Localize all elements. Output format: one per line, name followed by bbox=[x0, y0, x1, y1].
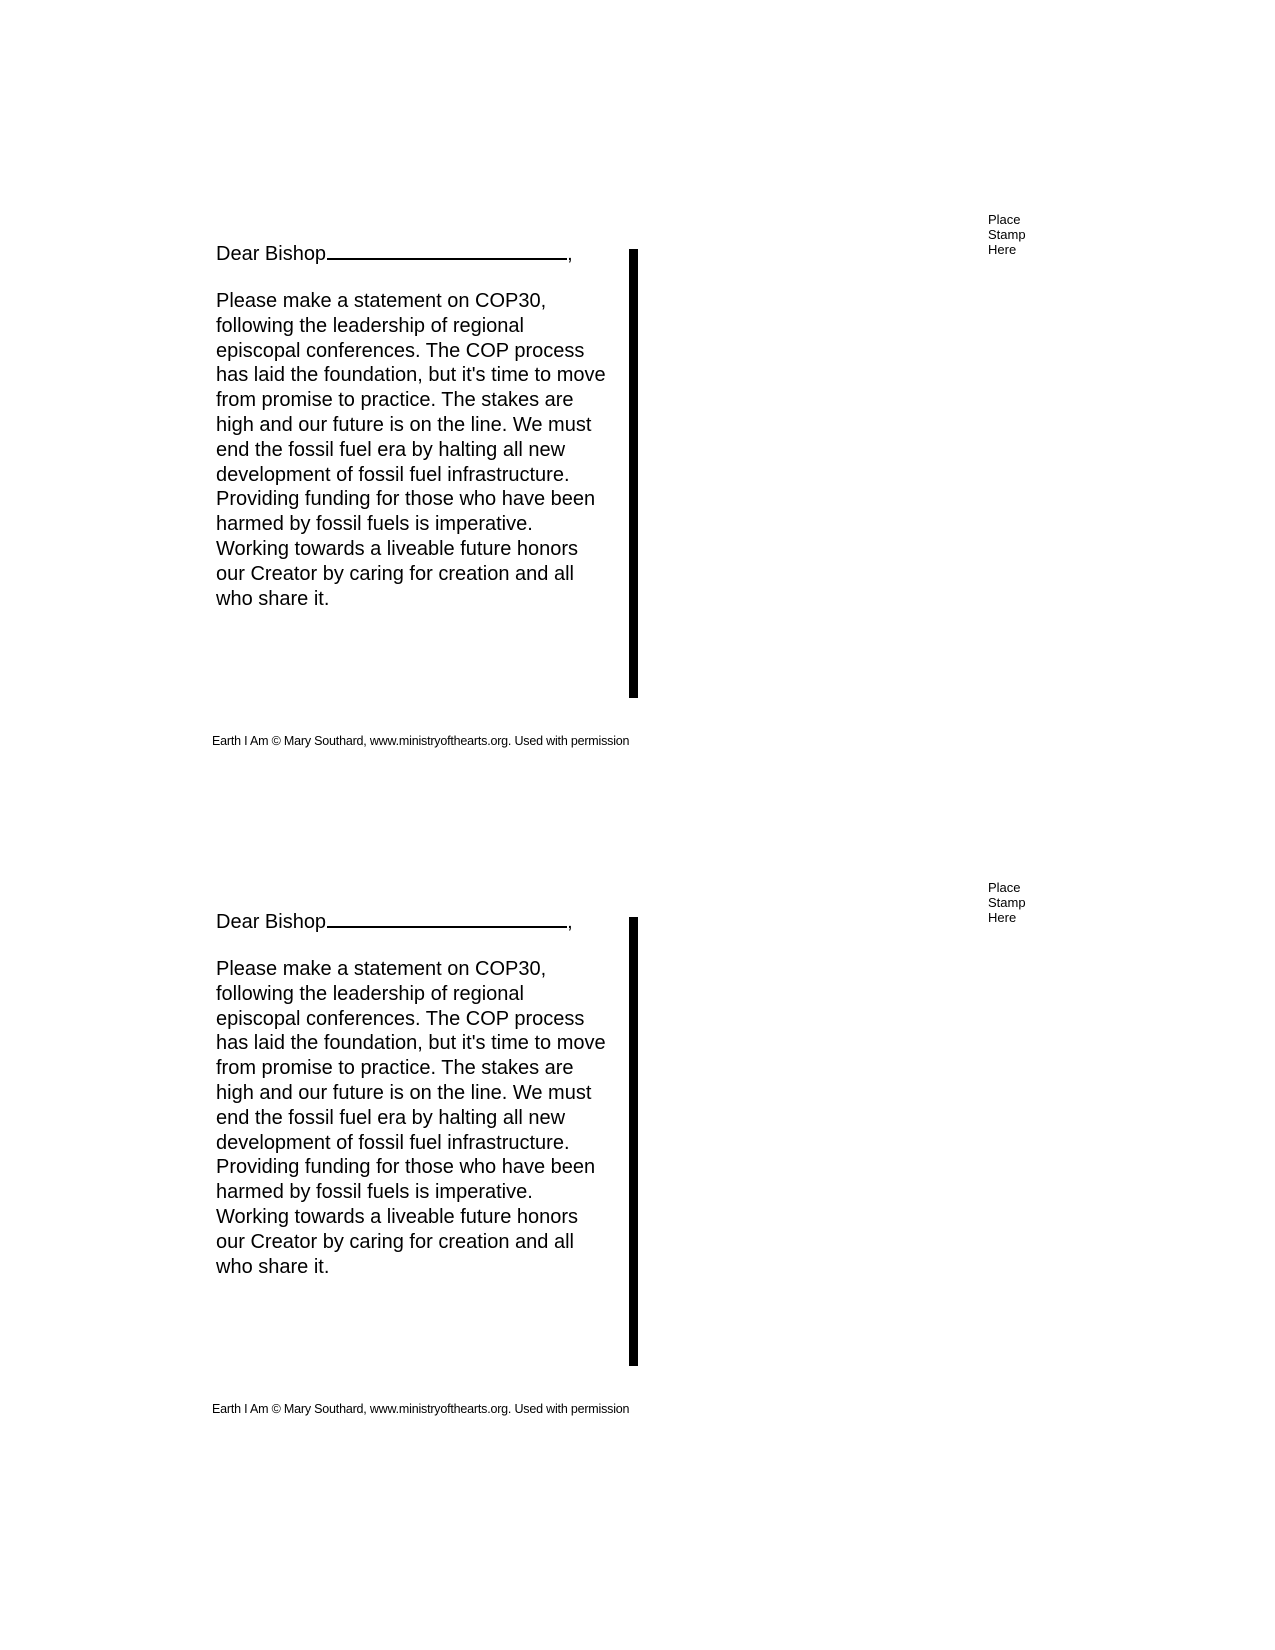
image-credit: Earth I Am © Mary Southard, www.ministryofthearts.org. Used with permission bbox=[212, 1402, 630, 1416]
salutation-comma: , bbox=[567, 911, 573, 933]
image-credit: Earth I Am © Mary Southard, www.ministryofthearts.org. Used with permission bbox=[212, 734, 630, 748]
stamp-line: Place bbox=[988, 880, 1021, 895]
salutation bbox=[216, 240, 573, 266]
salutation bbox=[216, 908, 573, 934]
salutation-text: Dear Bishop bbox=[216, 911, 327, 933]
message-line: end the fossil fuel era by halting all new bbox=[216, 438, 566, 461]
message-line: high and our future is on the line. We must bbox=[216, 413, 592, 436]
stamp-line: Stamp bbox=[988, 227, 1026, 242]
stamp-line: Place bbox=[988, 212, 1021, 227]
bishop-name-blank-line bbox=[327, 908, 567, 928]
message-line: Working towards a liveable future honors bbox=[216, 537, 579, 560]
vertical-divider bbox=[629, 249, 638, 698]
salutation-text: Dear Bishop bbox=[216, 243, 327, 265]
message-line: episcopal conferences. The COP process bbox=[216, 339, 585, 362]
stamp-line: Here bbox=[988, 242, 1017, 257]
bishop-name-blank-line bbox=[327, 240, 567, 260]
salutation-comma: , bbox=[567, 243, 573, 265]
message-line: high and our future is on the line. We must bbox=[216, 1081, 592, 1104]
message-line: episcopal conferences. The COP process bbox=[216, 1007, 585, 1030]
message-line: Please make a statement on COP30, bbox=[216, 290, 547, 312]
message-line: our Creator by caring for creation and all bbox=[216, 1230, 574, 1253]
message-body bbox=[216, 957, 636, 1279]
message-line: development of fossil fuel infrastructure. bbox=[216, 1131, 570, 1154]
message-line: development of fossil fuel infrastructure. bbox=[216, 463, 570, 486]
message-line: harmed by fossil fuels is imperative. bbox=[216, 513, 533, 536]
message-line: following the leadership of regional bbox=[216, 982, 524, 1005]
vertical-divider bbox=[629, 917, 638, 1366]
stamp-placeholder bbox=[988, 880, 1026, 925]
postcard-top bbox=[0, 0, 1275, 748]
message-body bbox=[216, 289, 636, 611]
message-line: end the fossil fuel era by halting all new bbox=[216, 1106, 566, 1129]
postcard-bottom bbox=[0, 668, 1275, 1416]
message-line: Working towards a liveable future honors bbox=[216, 1205, 579, 1228]
message-line: has laid the foundation, but it's time to move bbox=[216, 364, 606, 387]
message-line: harmed by fossil fuels is imperative. bbox=[216, 1181, 533, 1204]
message-line: Please make a statement on COP30, bbox=[216, 958, 547, 980]
stamp-placeholder bbox=[988, 212, 1026, 257]
stamp-line: Here bbox=[988, 910, 1017, 925]
message-line: our Creator by caring for creation and all bbox=[216, 562, 574, 585]
message-line: has laid the foundation, but it's time to move bbox=[216, 1032, 606, 1055]
message-line: who share it. bbox=[216, 587, 330, 610]
message-line: who share it. bbox=[216, 1255, 330, 1278]
message-line: following the leadership of regional bbox=[216, 314, 524, 337]
message-line: Providing funding for those who have been bbox=[216, 1156, 596, 1179]
message-line: from promise to practice. The stakes are bbox=[216, 1057, 574, 1080]
message-line: Providing funding for those who have been bbox=[216, 488, 596, 511]
message-line: from promise to practice. The stakes are bbox=[216, 389, 574, 412]
stamp-line: Stamp bbox=[988, 895, 1026, 910]
